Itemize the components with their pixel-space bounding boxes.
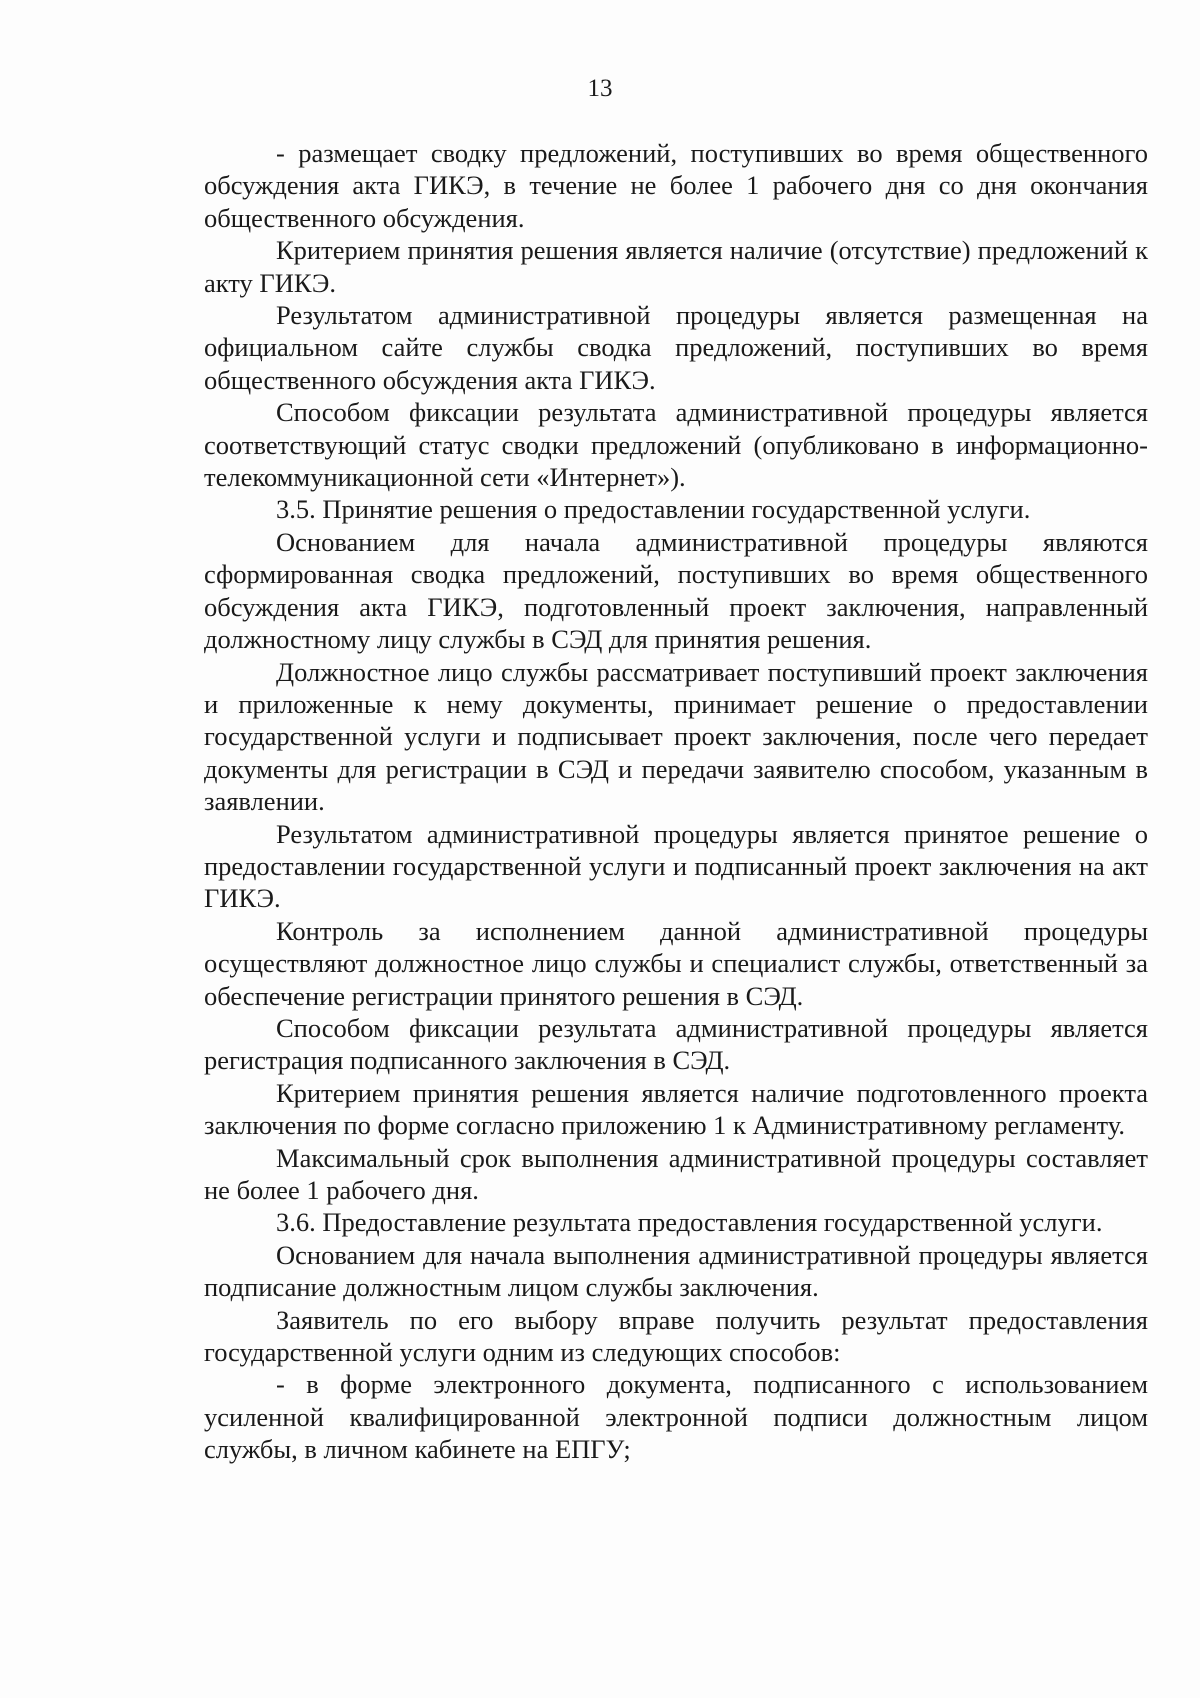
paragraph: - в форме электронного документа, подписанного с использованием усиленной квалифицированной электронной подписи должностным лицом службы, в личном кабинете на ЕПГУ;: [204, 1369, 1148, 1465]
paragraph: Основанием для начала выполнения административной процедуры является подписание должностным лицом службы заключения.: [204, 1239, 1148, 1303]
section-heading: 3.5. Принятие решения о предоставлении государственной услуги.: [276, 494, 1031, 525]
paragraph: Основанием для начала административной процедуры являются сформированная сводка предложений, поступивших во время общественного обсуждения акта ГИКЭ, подготовленный проект заключения, направленный должностному лицу службы в СЭД для принятия решения.: [204, 526, 1148, 655]
paragraph: Способом фиксации результата административной процедуры является регистрация подписанного заключения в СЭД.: [204, 1012, 1148, 1076]
document-body: [204, 137, 1148, 1466]
paragraph: Результатом административной процедуры является размещенная на официальном сайте службы сводка предложений, поступивших во время общественного обсуждения акта ГИКЭ.: [204, 300, 1148, 395]
paragraph: Критерием принятия решения является наличие подготовленного проекта заключения по форме согласно приложению 1 к Административному регламенту.: [204, 1077, 1148, 1141]
paragraph: Заявитель по его выбору вправе получить результат предоставления государственной услуги одним из следующих способов:: [204, 1304, 1148, 1368]
paragraph: Максимальный срок выполнения административной процедуры составляет не более 1 рабочего дня.: [204, 1142, 1148, 1205]
paragraph: - размещает сводку предложений, поступивших во время общественного обсуждения акта ГИКЭ, в течение не более 1 рабочего дня со дня окончания общественного обсуждения.: [204, 138, 1148, 233]
section-heading: 3.6. Предоставление результата предоставления государственной услуги.: [276, 1207, 1103, 1238]
paragraph: Способом фиксации результата административной процедуры является соответствующий статус сводки предложений (опубликовано в информационно-телекоммуникационной сети «Интернет»).: [204, 397, 1148, 493]
paragraph: Результатом административной процедуры является принятое решение о предоставлении государственной услуги и подписанный проект заключения на акт ГИКЭ.: [204, 818, 1148, 914]
paragraph: Должностное лицо службы рассматривает поступивший проект заключения и приложенные к нему документы, принимает решение о предоставлении государственной услуги и подписывает проект заключения, после чего передает документы для регистрации в СЭД и передачи заявителю способом, указанным в заявлении.: [204, 656, 1148, 817]
page-number: 13: [587, 75, 613, 102]
paragraph: Контроль за исполнением данной административной процедуры осуществляют должностное лицо службы и специалист службы, ответственный за обеспечение регистрации принятого решения в СЭД.: [204, 915, 1148, 1011]
paragraph: Критерием принятия решения является наличие (отсутствие) предложений к акту ГИКЭ.: [204, 235, 1148, 298]
